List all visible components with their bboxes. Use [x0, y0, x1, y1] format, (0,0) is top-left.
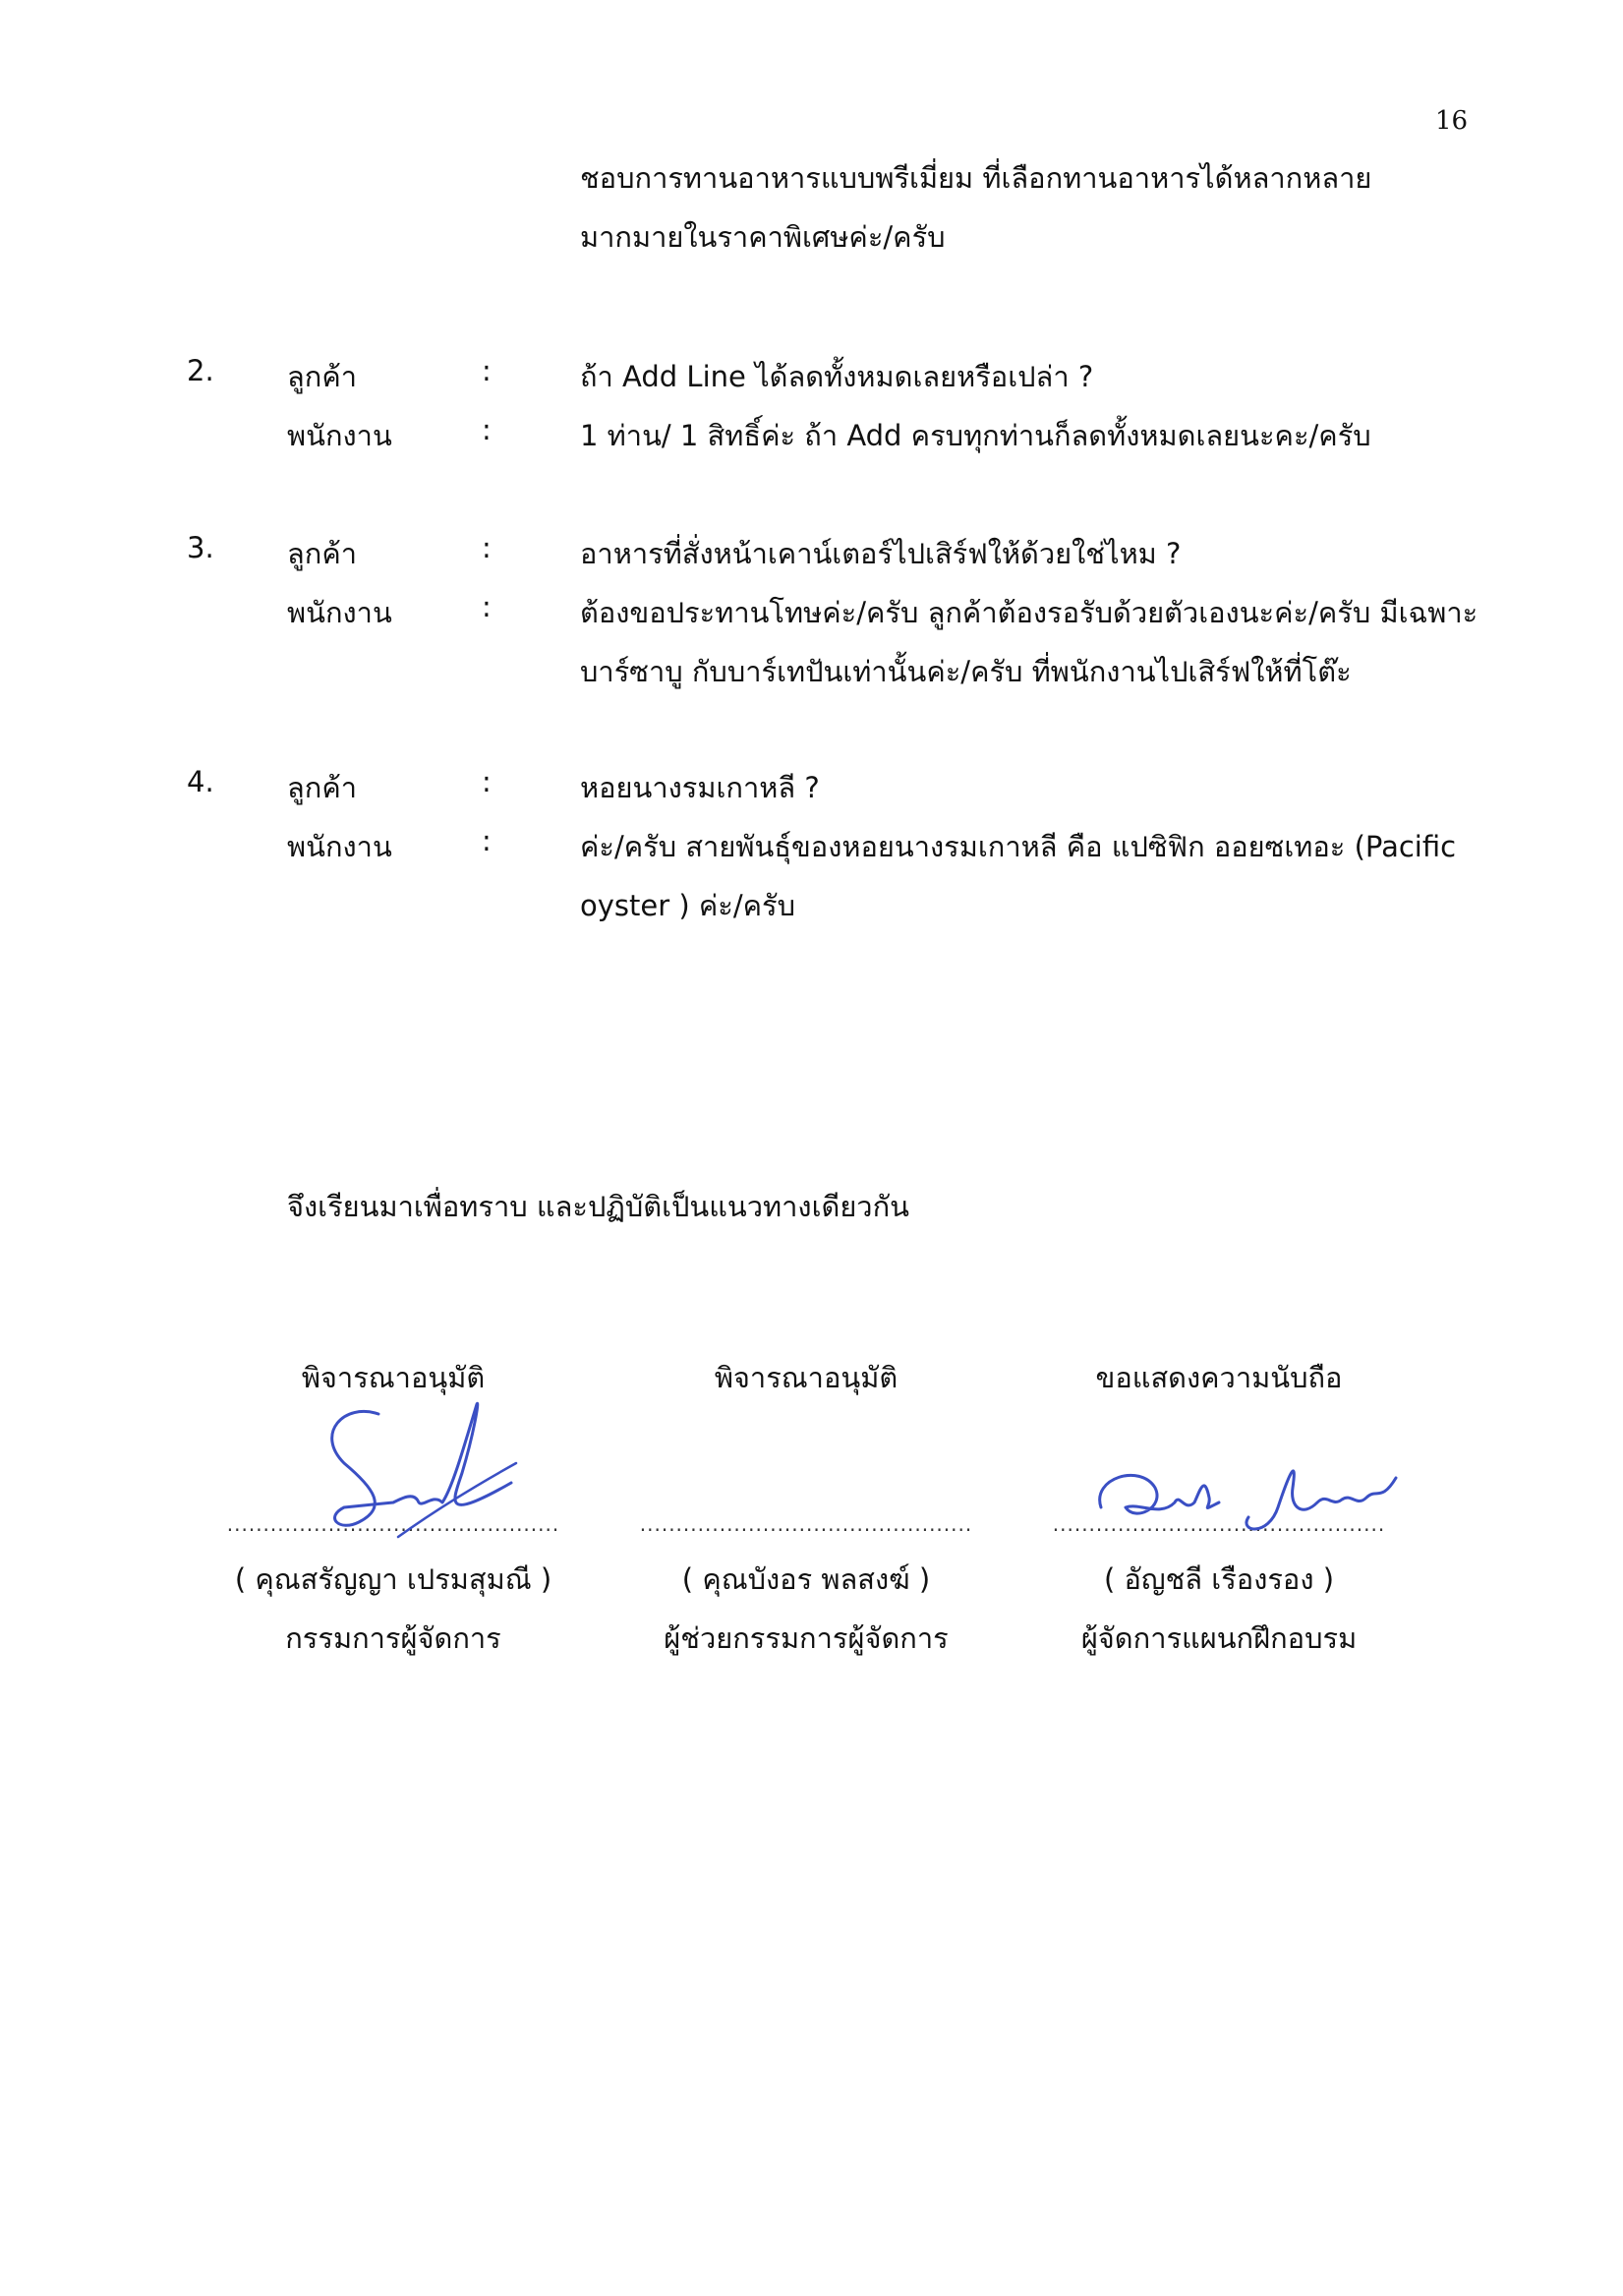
staff-answer-line: 1 ท่าน/ 1 สิทธิ์ค่ะ ถ้า Add ครบทุกท่านก็ลดทั้งหมดเลยนะคะ/ครับ — [580, 419, 1371, 452]
customer-label: ลูกค้า — [287, 537, 358, 570]
staff-answer-line: บาร์ซาบู กับบาร์เทปันเท่านั้นค่ะ/ครับ ที่พนักงานไปเสิร์ฟให้ที่โต๊ะ — [580, 655, 1352, 688]
signature-heading: พิจารณาอนุมัติ — [714, 1361, 898, 1394]
signature-heading: พิจารณาอนุมัติ — [301, 1361, 486, 1394]
handwritten-signature-icon — [305, 1394, 531, 1542]
signature-block-managing-director — [206, 1355, 580, 1655]
closing-sentence: จึงเรียนมาเพื่อทราบ และปฏิบัติเป็นแนวทางเดียวกัน — [287, 1190, 909, 1223]
signatory-title: ผู้ช่วยกรรมการผู้จัดการ — [664, 1621, 949, 1655]
signature-dotted-line: .............................................. — [226, 1512, 560, 1536]
qa-number: 3. — [187, 531, 214, 564]
customer-label: ลูกค้า — [287, 771, 358, 804]
customer-question: หอยนางรมเกาหลี ? — [580, 771, 820, 804]
signatory-name: ( คุณบังอร พลสงฆ์ ) — [681, 1562, 931, 1596]
staff-answer-line: oyster ) ค่ะ/ครับ — [580, 889, 796, 922]
colon: : — [482, 590, 492, 623]
signatory-title: กรรมการผู้จัดการ — [285, 1621, 501, 1655]
customer-label: ลูกค้า — [287, 360, 358, 393]
handwritten-signature-icon — [1081, 1448, 1416, 1557]
staff-label: พนักงาน — [287, 419, 392, 452]
colon: : — [482, 824, 492, 857]
intro-line-2: มากมายในราคาพิเศษค่ะ/ครับ — [580, 220, 946, 254]
qa-number: 4. — [187, 765, 214, 798]
customer-question: อาหารที่สั่งหน้าเคาน์เตอร์ไปเสิร์ฟให้ด้วยใช่ไหม ? — [580, 537, 1182, 570]
signature-block-assistant-director — [619, 1355, 993, 1655]
colon: : — [482, 765, 492, 798]
staff-answer-line: ค่ะ/ครับ สายพันธุ์ของหอยนางรมเกาหลี คือ แปซิฟิก ออยซเทอะ (Pacific — [580, 830, 1457, 863]
staff-label: พนักงาน — [287, 830, 392, 863]
qa-number: 2. — [187, 354, 214, 387]
colon: : — [482, 413, 492, 446]
colon: : — [482, 531, 492, 564]
signature-dotted-line: .............................................. — [1052, 1512, 1386, 1536]
customer-question: ถ้า Add Line ได้ลดทั้งหมดเลยหรือเปล่า ? — [580, 360, 1094, 393]
intro-line-1: ชอบการทานอาหารแบบพรีเมี่ยม ที่เลือกทานอาหารได้หลากหลาย — [580, 161, 1372, 195]
colon: : — [482, 354, 492, 387]
staff-answer-line: ต้องขอประทานโทษค่ะ/ครับ ลูกค้าต้องรอรับด้วยตัวเองนะค่ะ/ครับ มีเฉพาะ — [580, 596, 1478, 629]
page-number: 16 — [1435, 106, 1469, 136]
signatory-name: ( อัญชลี เรืองรอง ) — [1103, 1562, 1335, 1596]
signature-block-training-manager — [1032, 1355, 1406, 1655]
signature-dotted-line: .............................................. — [639, 1512, 973, 1536]
signature-heading: ขอแสดงความนับถือ — [1095, 1361, 1343, 1394]
staff-label: พนักงาน — [287, 596, 392, 629]
signatory-name: ( คุณสรัญญา เปรมสุมณี ) — [234, 1562, 552, 1596]
signatory-title: ผู้จัดการแผนกฝึกอบรม — [1080, 1621, 1358, 1655]
